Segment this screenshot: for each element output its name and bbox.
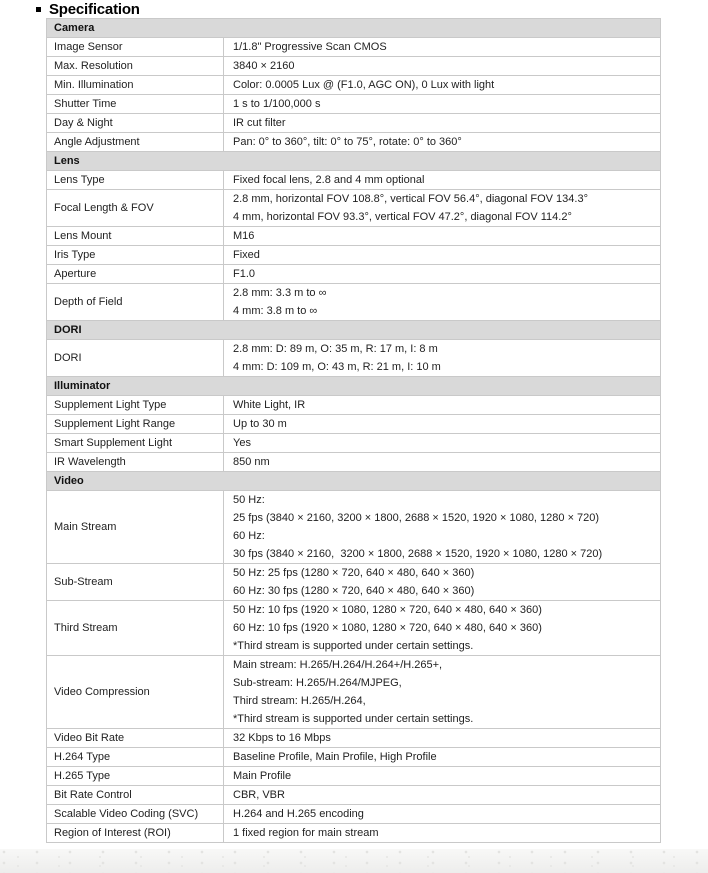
spec-value — [224, 786, 660, 804]
spec-value — [224, 190, 660, 226]
spec-value-line: 60 Hz: — [233, 530, 265, 542]
spec-label: Day & Night — [47, 114, 224, 132]
spec-value-line: 4 mm, horizontal FOV 93.3°, vertical FOV 47.2°, diagonal FOV 114.2° — [233, 211, 572, 223]
spec-row — [47, 114, 660, 133]
spec-value — [224, 38, 660, 56]
section-header: Lens — [47, 152, 660, 171]
spec-label: Focal Length & FOV — [47, 190, 224, 226]
spec-label: DORI — [47, 340, 224, 376]
spec-value — [224, 340, 660, 376]
spec-value — [224, 246, 660, 264]
spec-value-line: H.264 and H.265 encoding — [233, 808, 364, 820]
spec-label: Scalable Video Coding (SVC) — [47, 805, 224, 823]
spec-label: Sub-Stream — [47, 564, 224, 600]
spec-value — [224, 171, 660, 189]
spec-value-line: 60 Hz: 10 fps (1920 × 1080, 1280 × 720, 640 × 480, 640 × 360) — [233, 622, 542, 634]
spec-value — [224, 564, 660, 600]
spec-row — [47, 656, 660, 729]
spec-label: Max. Resolution — [47, 57, 224, 75]
spec-value — [224, 434, 660, 452]
section-header: Camera — [47, 19, 660, 38]
spec-label: Angle Adjustment — [47, 133, 224, 151]
spec-label: Smart Supplement Light — [47, 434, 224, 452]
spec-value-line: 4 mm: D: 109 m, O: 43 m, R: 21 m, I: 10 m — [233, 361, 441, 373]
spec-value-line: 50 Hz: — [233, 494, 265, 506]
specification-table — [46, 18, 661, 843]
spec-value — [224, 491, 660, 563]
spec-row — [47, 76, 660, 95]
spec-value-line: 2.8 mm: 3.3 m to ∞ — [233, 287, 327, 299]
spec-value — [224, 57, 660, 75]
section-header: DORI — [47, 321, 660, 340]
spec-row — [47, 95, 660, 114]
spec-value — [224, 284, 660, 320]
spec-label: Lens Mount — [47, 227, 224, 245]
spec-label: Min. Illumination — [47, 76, 224, 94]
spec-value — [224, 265, 660, 283]
spec-value — [224, 114, 660, 132]
spec-row — [47, 748, 660, 767]
spec-label: Supplement Light Type — [47, 396, 224, 414]
spec-value-line: Up to 30 m — [233, 418, 287, 430]
spec-value-line: White Light, IR — [233, 399, 306, 411]
spec-value-line: *Third stream is supported under certain settings. — [233, 713, 474, 725]
page-title: Specification — [49, 0, 140, 18]
spec-row — [47, 415, 660, 434]
spec-row — [47, 340, 660, 377]
spec-row — [47, 171, 660, 190]
spec-row — [47, 824, 660, 842]
spec-value-line: 4 mm: 3.8 m to ∞ — [233, 305, 318, 317]
spec-value-line: 1/1.8" Progressive Scan CMOS — [233, 41, 387, 53]
spec-value — [224, 133, 660, 151]
spec-value-line: Fixed — [233, 249, 260, 261]
spec-value — [224, 767, 660, 785]
spec-value-line: 60 Hz: 30 fps (1280 × 720, 640 × 480, 640 × 360) — [233, 585, 475, 597]
spec-value — [224, 748, 660, 766]
spec-label: Region of Interest (ROI) — [47, 824, 224, 842]
spec-value-line: Sub-stream: H.265/H.264/MJPEG, — [233, 677, 402, 689]
spec-row — [47, 453, 660, 472]
spec-label: Video Compression — [47, 656, 224, 728]
spec-value — [224, 824, 660, 842]
spec-value-line: Baseline Profile, Main Profile, High Profile — [233, 751, 437, 763]
spec-label: Shutter Time — [47, 95, 224, 113]
spec-row — [47, 190, 660, 227]
page-title-row — [36, 1, 140, 17]
spec-value-line: 1 s to 1/100,000 s — [233, 98, 321, 110]
spec-label: Bit Rate Control — [47, 786, 224, 804]
spec-row — [47, 564, 660, 601]
spec-value-line: F1.0 — [233, 268, 256, 280]
spec-row — [47, 601, 660, 656]
spec-value-line: 50 Hz: 25 fps (1280 × 720, 640 × 480, 640 × 360) — [233, 567, 475, 579]
spec-value-line: Pan: 0° to 360°, tilt: 0° to 75°, rotate: 0° to 360° — [233, 136, 462, 148]
spec-value-line: 32 Kbps to 16 Mbps — [233, 732, 331, 744]
spec-value — [224, 601, 660, 655]
spec-value-line: *Third stream is supported under certain settings. — [233, 640, 474, 652]
spec-value-line: CBR, VBR — [233, 789, 285, 801]
spec-value — [224, 415, 660, 433]
spec-value-line: IR cut filter — [233, 117, 286, 129]
spec-value — [224, 656, 660, 728]
spec-label: Image Sensor — [47, 38, 224, 56]
spec-value-line: 850 nm — [233, 456, 270, 468]
spec-label: Third Stream — [47, 601, 224, 655]
spec-value — [224, 453, 660, 471]
spec-value-line: M16 — [233, 230, 255, 242]
spec-row — [47, 133, 660, 152]
section-header: Illuminator — [47, 377, 660, 396]
spec-row — [47, 767, 660, 786]
spec-label: H.264 Type — [47, 748, 224, 766]
spec-row — [47, 805, 660, 824]
spec-label: Aperture — [47, 265, 224, 283]
spec-value-line: Main stream: H.265/H.264/H.264+/H.265+, — [233, 659, 443, 671]
bullet-icon — [36, 7, 41, 12]
spec-value-line: 2.8 mm, horizontal FOV 108.8°, vertical FOV 56.4°, diagonal FOV 134.3° — [233, 193, 588, 205]
spec-row — [47, 227, 660, 246]
spec-value-line: Third stream: H.265/H.264, — [233, 695, 366, 707]
spec-value-line: 50 Hz: 10 fps (1920 × 1080, 1280 × 720, 640 × 480, 640 × 360) — [233, 604, 542, 616]
spec-row — [47, 265, 660, 284]
spec-value-line: 1 fixed region for main stream — [233, 827, 379, 839]
spec-row — [47, 729, 660, 748]
spec-row — [47, 396, 660, 415]
spec-value-line: Fixed focal lens, 2.8 and 4 mm optional — [233, 174, 425, 186]
section-header: Video — [47, 472, 660, 491]
spec-value-line: 3840 × 2160 — [233, 60, 295, 72]
spec-value-line: Main Profile — [233, 770, 292, 782]
spec-label: Video Bit Rate — [47, 729, 224, 747]
spec-value-line: 30 fps (3840 × 2160, 3200 × 1800, 2688 × 1520, 1920 × 1080, 1280 × 720) — [233, 548, 603, 560]
spec-label: H.265 Type — [47, 767, 224, 785]
spec-value-line: 25 fps (3840 × 2160, 3200 × 1800, 2688 × 1520, 1920 × 1080, 1280 × 720) — [233, 512, 600, 524]
spec-label: IR Wavelength — [47, 453, 224, 471]
spec-label: Main Stream — [47, 491, 224, 563]
spec-row — [47, 38, 660, 57]
spec-value — [224, 729, 660, 747]
spec-row — [47, 246, 660, 265]
spec-value — [224, 95, 660, 113]
spec-row — [47, 434, 660, 453]
spec-value-line: Color: 0.0005 Lux @ (F1.0, AGC ON), 0 Lux with light — [233, 79, 495, 91]
spec-value — [224, 227, 660, 245]
spec-value-line: Yes — [233, 437, 251, 449]
spec-label: Depth of Field — [47, 284, 224, 320]
spec-label: Iris Type — [47, 246, 224, 264]
spec-value — [224, 396, 660, 414]
spec-row — [47, 284, 660, 321]
spec-row — [47, 57, 660, 76]
spec-value-line: 2.8 mm: D: 89 m, O: 35 m, R: 17 m, I: 8 m — [233, 343, 438, 355]
spec-row — [47, 491, 660, 564]
spec-value — [224, 805, 660, 823]
spec-value — [224, 76, 660, 94]
spec-label: Lens Type — [47, 171, 224, 189]
footer-texture — [0, 849, 708, 873]
spec-row — [47, 786, 660, 805]
spec-label: Supplement Light Range — [47, 415, 224, 433]
